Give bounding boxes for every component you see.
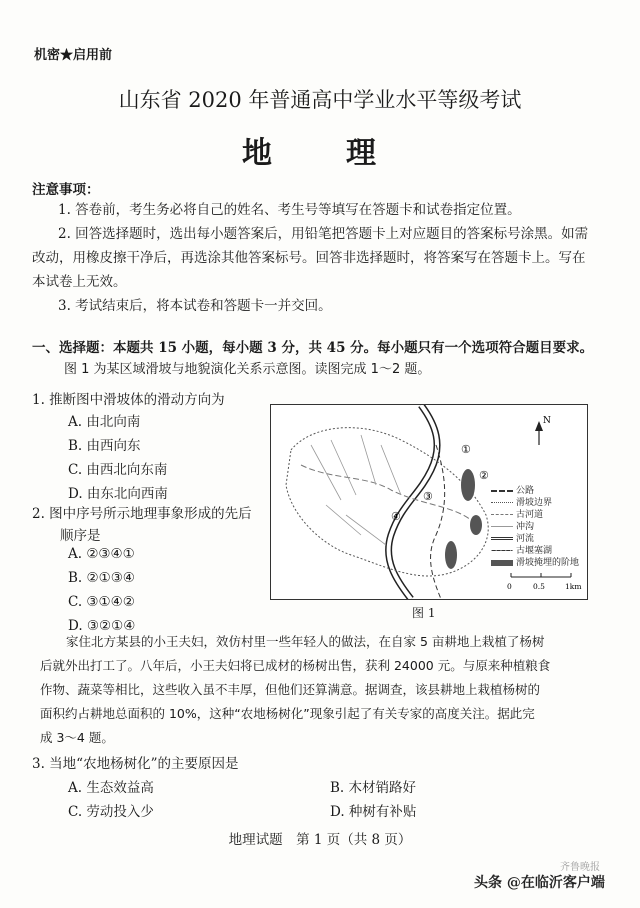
terrace-1	[461, 469, 475, 501]
passage-line-5: 成 3～4 题。	[40, 730, 114, 745]
passage-line-3: 作物、蔬菜等相比，这些收入虽不丰厚，但他们还算满意。据调查，该县耕地上栽植杨树的	[40, 682, 541, 697]
note-3: 3. 考试结束后，将本试卷和答题卡一并交回。	[58, 298, 332, 314]
q3-option-d: D. 种树有补贴	[330, 804, 417, 820]
marker-3: ③	[423, 490, 433, 503]
q3-option-c: C. 劳动投入少	[68, 804, 154, 820]
legend-river: 河流	[516, 534, 535, 544]
watermark-small: 齐鲁晚报	[560, 862, 600, 873]
scale-end: 1km	[565, 582, 582, 591]
q3-option-a: A. 生态效益高	[68, 780, 154, 796]
legend-dammed-lake: 古堰塞湖	[516, 546, 553, 556]
figure-caption: 图 1	[412, 606, 436, 620]
confidential-label: 机密★启用前	[34, 48, 113, 63]
legend-gully: 冲沟	[516, 522, 535, 532]
passage-line-2: 后就外出打工了。八年后，小王夫妇将已成材的杨树出售，获利 24000 元。与原来种植粮食	[40, 658, 551, 673]
scale-bar	[511, 573, 571, 577]
page-footer: 地理试题 第 1 页（共 8 页）	[228, 832, 412, 848]
north-label: N	[543, 416, 551, 426]
q2-stem: 2. 图中序号所示地理事象形成的先后	[32, 506, 252, 522]
q2-option-c: C. ③①④②	[68, 594, 135, 610]
gullies	[311, 435, 401, 545]
landslide-map-figure	[270, 404, 588, 600]
scale-mid: 0.5	[533, 582, 545, 591]
q1-option-b: B. 由西向东	[68, 438, 141, 454]
q1-option-a: A. 由北向南	[68, 414, 141, 430]
q3-option-b: B. 木材销路好	[330, 780, 417, 796]
q2-option-b: B. ②①③④	[68, 570, 135, 586]
q1-option-d: D. 由东北向西南	[68, 486, 168, 502]
marker-2: ②	[479, 469, 489, 482]
note-2-end: 本试卷上无效。	[32, 274, 127, 290]
legend-paleo-river: 古河道	[516, 510, 544, 520]
q3-stem: 3. 当地“农地杨树化”的主要原因是	[32, 756, 239, 772]
marker-4: ④	[391, 510, 401, 523]
legend-boundary: 滑坡边界	[516, 498, 553, 508]
q2-stem-cont: 顺序是	[60, 528, 101, 544]
passage-line-1: 家住北方某县的小王夫妇，效仿村里一些年轻人的做法，在自家 5 亩耕地上栽植了杨树	[66, 634, 545, 649]
subject-title: 地 理	[242, 136, 398, 171]
marker-1: ①	[461, 443, 471, 456]
scale-0: 0	[507, 582, 512, 591]
section-heading: 一、选择题：本题共 15 小题，每小题 3 分，共 45 分。每小题只有一个选项符合题目要求。	[32, 340, 594, 356]
q2-option-d: D. ③②①④	[68, 618, 136, 634]
legend-buried-terrace: 滑坡掩埋的阶地	[516, 558, 580, 568]
exam-title: 山东省 2020 年普通高中学业水平等级考试	[118, 88, 522, 112]
passage-line-4: 面积约占耕地总面积的 10%，这种“农地杨树化”现象引起了有关专家的高度关注。据此完	[40, 706, 535, 721]
terrace-2	[470, 515, 482, 535]
q1-option-c: C. 由西北向东南	[68, 462, 168, 478]
note-1: 1. 答卷前，考生务必将自己的姓名、考生号等填写在答题卡和试卷指定位置。	[58, 202, 521, 218]
note-2-cont: 改动，用橡皮擦干净后，再选涂其他答案标号。回答非选择题时，将答案写在答题卡上。写在	[32, 250, 586, 266]
note-2: 2. 回答选择题时，选出每小题答案后，用铅笔把答题卡上对应题目的答案标号涂黑。如需	[58, 226, 589, 242]
notes-heading: 注意事项：	[32, 182, 100, 198]
map-legend	[491, 485, 579, 569]
q1-stem: 1. 推断图中滑坡体的滑动方向为	[32, 392, 225, 408]
legend-road: 公路	[516, 486, 535, 496]
section-intro: 图 1 为某区域滑坡与地貌演化关系示意图。读图完成 1～2 题。	[64, 362, 431, 377]
watermark: 头条 @在临沂客户端	[474, 875, 605, 891]
q2-option-a: A. ②③④①	[68, 546, 135, 562]
terrace-3	[445, 541, 457, 569]
